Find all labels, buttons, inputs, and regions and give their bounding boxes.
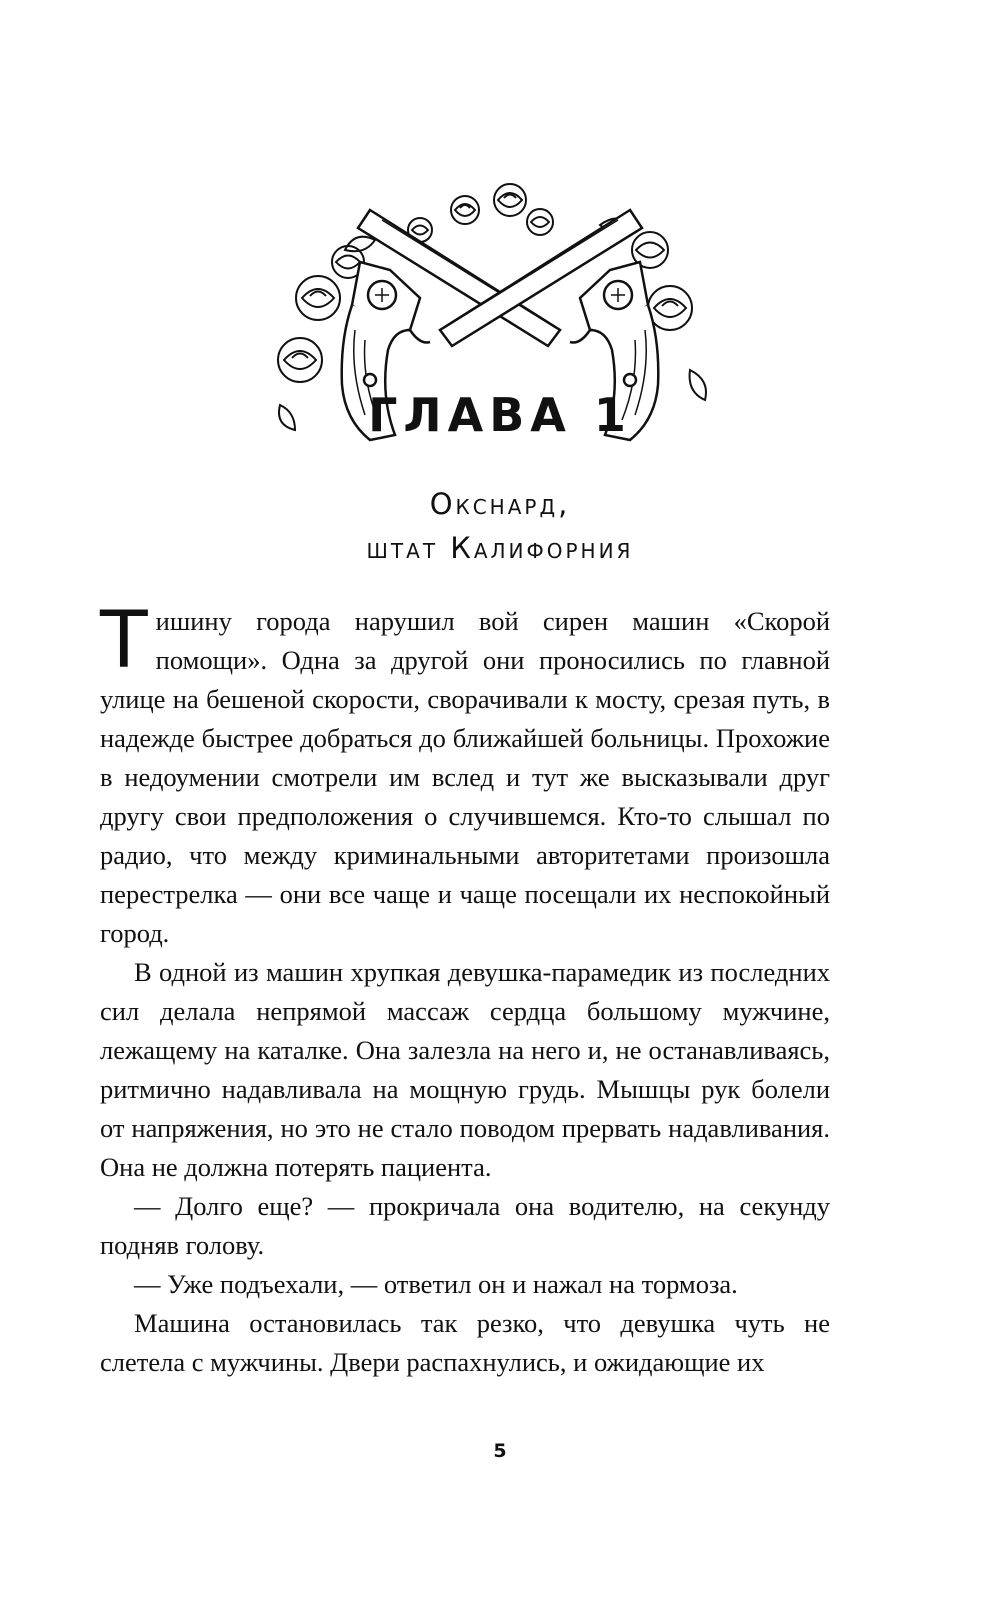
page-number: 5 <box>493 1440 507 1462</box>
rose-icon <box>451 196 479 224</box>
drop-cap: Т <box>100 596 148 686</box>
rose-icon <box>296 276 340 320</box>
rose-icon <box>527 209 553 235</box>
paragraph: Машина остановилась так резко, что девушка чуть не слетела с мужчины. Двери распахнулись, и ожидающие их <box>100 1308 830 1377</box>
rose-icon <box>278 338 322 382</box>
rose-icon <box>494 184 526 216</box>
dialogue-paragraph: — Уже подъехали, — ответил он и нажал на тормоза. <box>134 1269 738 1299</box>
chapter-location <box>0 482 1000 570</box>
paragraph-text: ишину города нарушил вой сирен машин «Скорой помощи». Одна за другой они проносились по главной улице на бешеной скорости, сворачивали к мосту, срезая путь, в надежде быстрее добраться до ближайшей больницы. Прохожие в недоумении смотрели им вслед и тут же высказывали друг другу свои предположения о случившемся. Кто-то слышал по радио, что между криминальными авторитетами произошла перестрелка — они все чаще и чаще посещали их неспокойный город. <box>100 606 830 948</box>
paragraph <box>100 596 830 953</box>
rose-icon <box>648 286 692 330</box>
paragraph: В одной из машин хрупкая девушка-парамедик из последних сил делала непрямой массаж сердца большому мужчине, лежащему на каталке. Она залезла на него и, не останавливаясь, ритмично надавливала на мощную грудь. Мышцы рук болели от напряжения, но это не стало поводом прервать надавливания. Она не должна потерять пациента. <box>100 957 830 1182</box>
chapter-body <box>100 596 830 1382</box>
location-state: штат Калифорния <box>366 531 634 565</box>
location-city: Окснард, <box>429 487 571 521</box>
dialogue-paragraph: — Долго еще? — прокричала она водителю, на секунду подняв голову. <box>100 1191 830 1260</box>
chapter-title: ГЛАВА 1 <box>368 388 632 442</box>
